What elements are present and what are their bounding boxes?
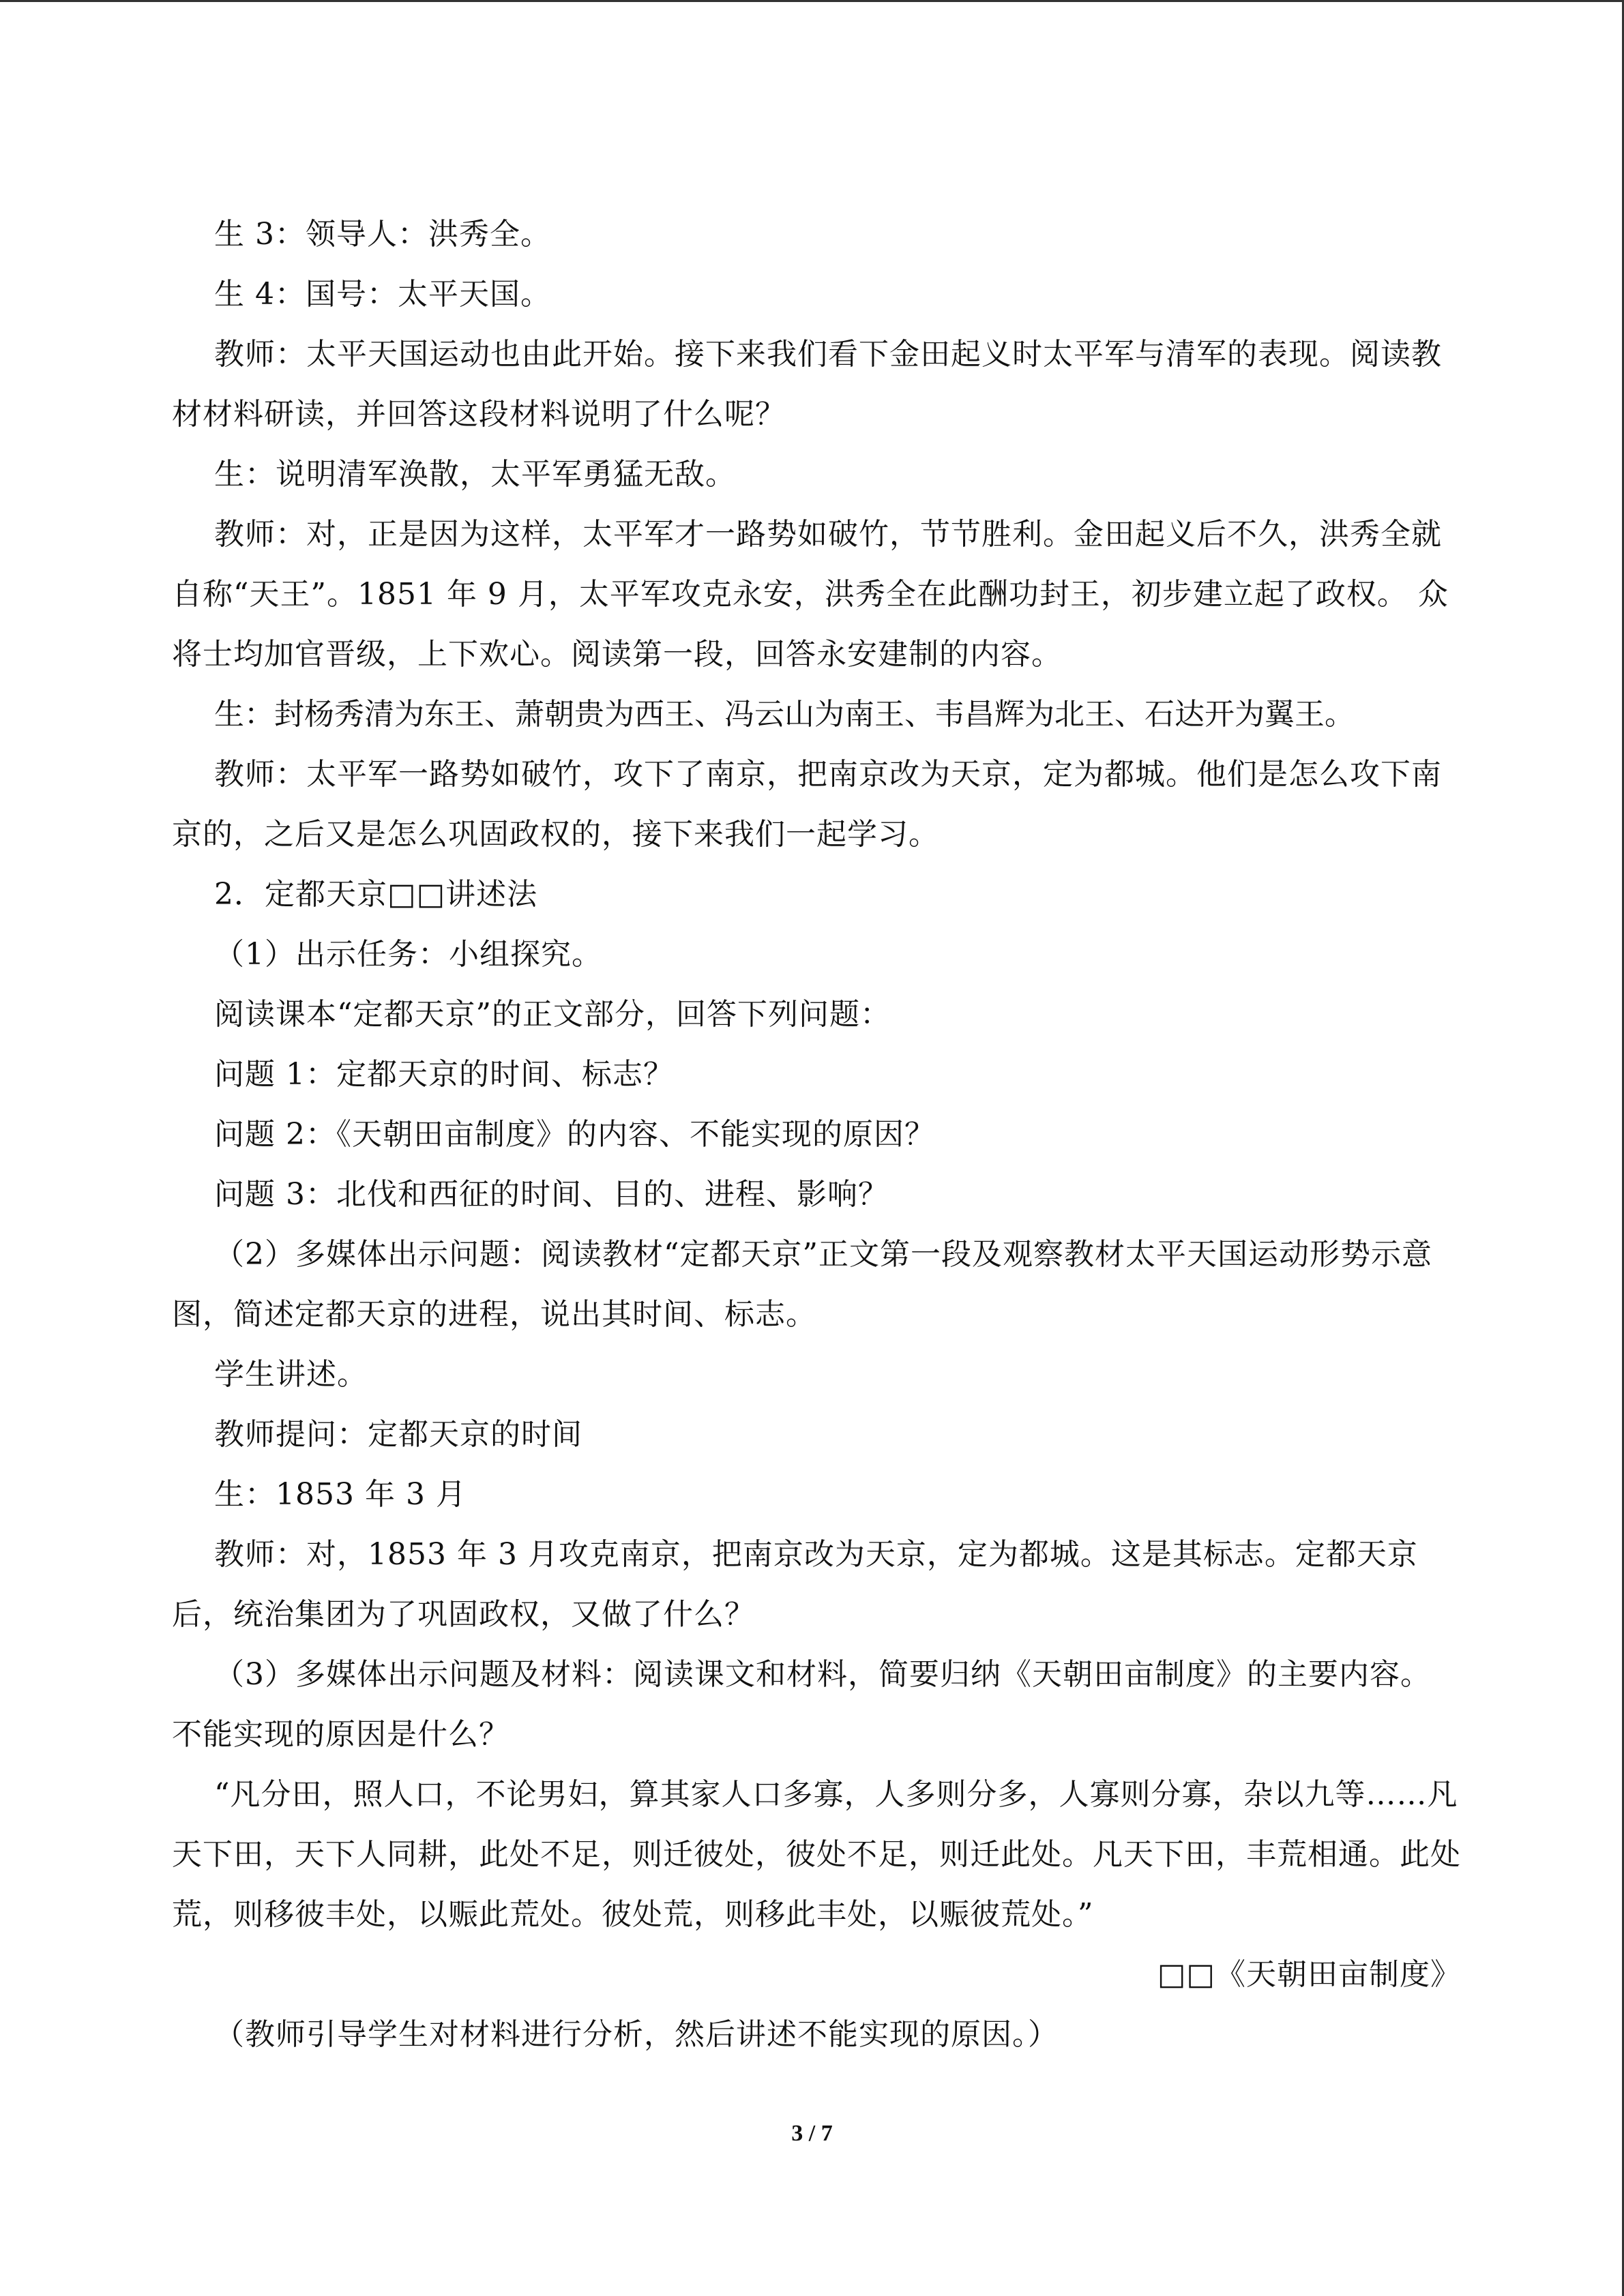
paragraph: 生 3：领导人：洪秀全。 bbox=[214, 217, 551, 252]
paragraph: 生：1853 年 3 月 bbox=[214, 1477, 467, 1512]
paragraph: 学生讲述。 bbox=[214, 1357, 368, 1392]
paragraph: （3）多媒体出示问题及材料：阅读课文和材料，简要归纳《天朝田亩制度》的主要内容。不能实现的原因是什么？ bbox=[172, 1657, 1431, 1752]
paragraph: 教师提问：定都天京的时间 bbox=[214, 1417, 582, 1452]
question-item: 问题 2：《天朝田亩制度》的内容、不能实现的原因？ bbox=[214, 1117, 935, 1152]
paragraph: 生：说明清军涣散，太平军勇猛无敌。 bbox=[214, 457, 736, 492]
paragraph: （1）出示任务：小组探究。 bbox=[214, 937, 602, 972]
question-item: 问题 3：北伐和西征的时间、目的、进程、影响？ bbox=[214, 1177, 889, 1212]
quoted-material: “凡分田，照人口，不论男妇，算其家人口多寡，人多则分多，人寡则分寡，杂以九等……凡天下田，天下人同耕，此处不足，则迁彼处，彼处不足，则迁此处。凡天下田，丰荒相通。此处荒，则移彼丰处，以赈此荒处。彼处荒，则移此丰处，以赈彼荒处。” bbox=[172, 1777, 1461, 1932]
page-number: 3 / 7 bbox=[791, 2121, 833, 2146]
paragraph: （教师引导学生对材料进行分析，然后讲述不能实现的原因。） bbox=[214, 2017, 1059, 2052]
paragraph: 教师：对，1853 年 3 月攻克南京，把南京改为天京，定为都城。这是其标志。定都天京后，统治集团为了巩固政权，又做了什么？ bbox=[172, 1537, 1418, 1632]
page-border-top bbox=[0, 0, 1624, 2]
quote-source: □□《天朝田亩制度》 bbox=[1157, 1957, 1461, 1992]
paragraph: 生 4：国号：太平天国。 bbox=[214, 277, 551, 312]
paragraph: 生：封杨秀清为东王、萧朝贵为西王、冯云山为南王、韦昌辉为北王、石达开为翼王。 bbox=[214, 697, 1355, 732]
question-item: 问题 1：定都天京的时间、标志？ bbox=[214, 1057, 674, 1092]
paragraph: 教师：太平天国运动也由此开始。接下来我们看下金田起义时太平军与清军的表现。阅读教材材料研读，并回答这段材料说明了什么呢？ bbox=[172, 337, 1442, 432]
document-body bbox=[172, 205, 1461, 2065]
paragraph: 阅读课本“定都天京”的正文部分，回答下列问题： bbox=[214, 997, 891, 1032]
section-heading: 2．定都天京□□讲述法 bbox=[214, 877, 538, 912]
paragraph: 教师：太平军一路势如破竹，攻下了南京，把南京改为天京，定为都城。他们是怎么攻下南京的，之后又是怎么巩固政权的，接下来我们一起学习。 bbox=[172, 757, 1442, 852]
paragraph: 教师：对，正是因为这样，太平军才一路势如破竹，节节胜利。金田起义后不久，洪秀全就自称“天王”。1851 年 9 月，太平军攻克永安，洪秀全在此酬功封王，初步建立起了政权。 众将士均加官晋级，上下欢心。阅读第一段，回答永安建制的内容。 bbox=[172, 517, 1449, 672]
paragraph: （2）多媒体出示问题：阅读教材“定都天京”正文第一段及观察教材太平天国运动形势示意图，简述定都天京的进程，说出其时间、标志。 bbox=[172, 1237, 1432, 1332]
